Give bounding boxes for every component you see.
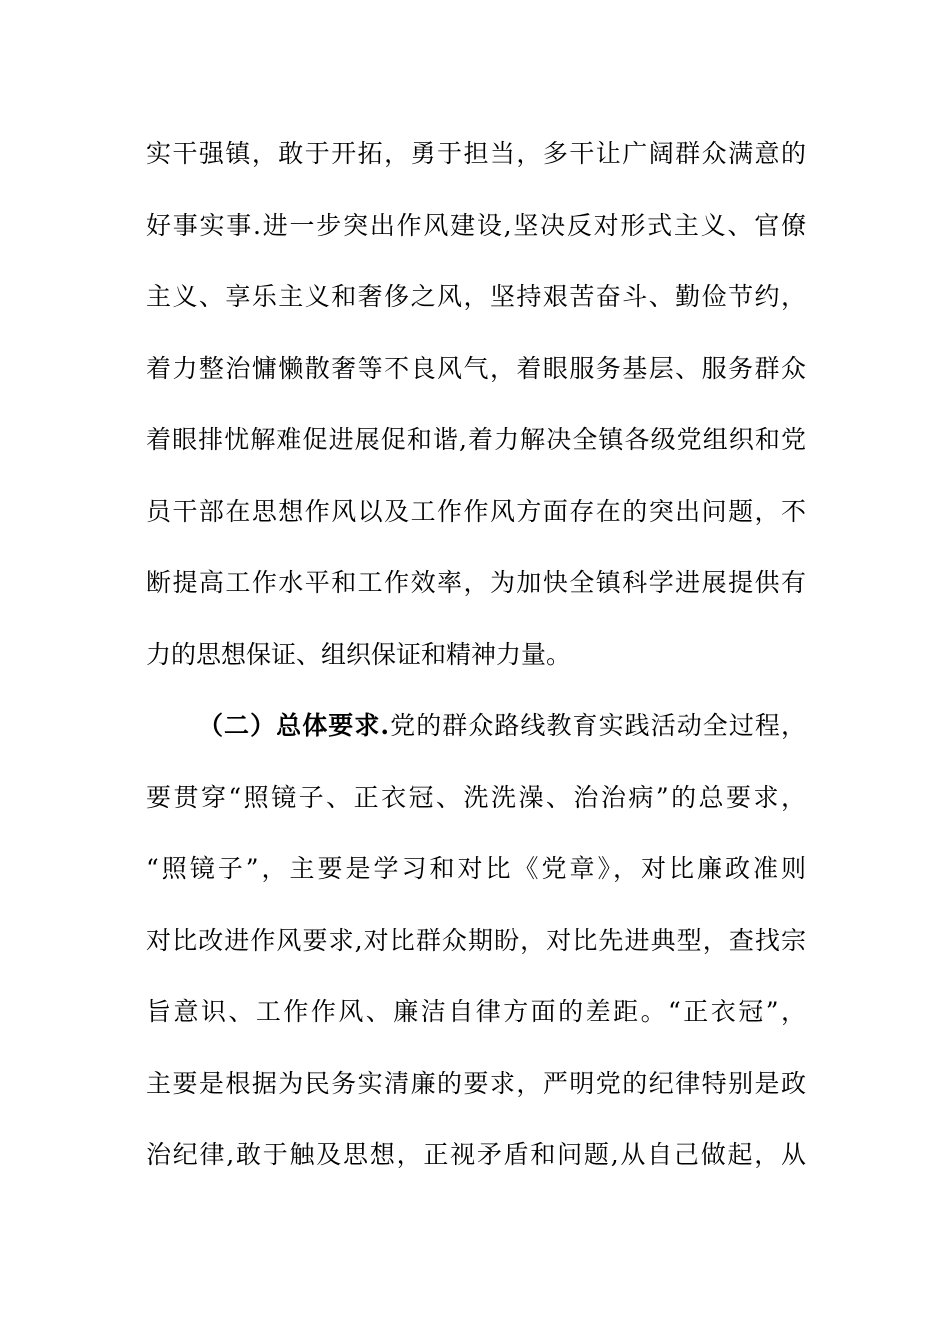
paragraph-line-3: 主义、享乐主义和奢侈之风，坚持艰苦奋斗、勤俭节约， — [146, 282, 806, 311]
section-line-1: 要贯穿“照镜子、正衣冠、洗洗澡、治治病”的总要求， — [146, 782, 806, 812]
section-line-3: 对比改进作风要求,对比群众期盼，对比先进典型，查找宗 — [146, 925, 806, 955]
section-heading-rest: 党的群众路线教育实践活动全过程， — [389, 711, 806, 740]
paragraph-line-8: 力的思想保证、组织保证和精神力量。 — [146, 639, 572, 669]
section-line-4: 旨意识、工作作风、廉洁自律方面的差距。“正衣冠”， — [146, 997, 806, 1026]
section-heading: （二）总体要求. — [198, 711, 390, 740]
paragraph-line-6: 员干部在思想作风以及工作作风方面存在的突出问题，不 — [146, 496, 806, 526]
document-body — [146, 118, 806, 1191]
paragraph-line-1: 实干强镇，敢于开拓，勇于担当，多干让广阔群众满意的 — [146, 139, 806, 168]
section-line-5: 主要是根据为民务实清廉的要求，严明党的纪律特别是政 — [146, 1068, 806, 1098]
paragraph-line-4: 着力整治慵懒散奢等不良风气，着眼服务基层、服务群众 — [146, 353, 806, 383]
section-line-2: “照镜子”，主要是学习和对比《党章》，对比廉政准则 — [146, 854, 806, 883]
paragraph-line-7: 断提高工作水平和工作效率，为加快全镇科学进展提供有 — [146, 568, 806, 597]
paragraph-line-5: 着眼排忧解难促进展促和谐,着力解决全镇各级党组织和党 — [146, 425, 806, 454]
section-heading-line — [146, 690, 806, 762]
paragraph-line-2: 好事实事.进一步突出作风建设,坚决反对形式主义、官僚 — [146, 210, 806, 240]
section-line-6: 治纪律,敢于触及思想，正视矛盾和问题,从自己做起，从 — [146, 1140, 806, 1169]
